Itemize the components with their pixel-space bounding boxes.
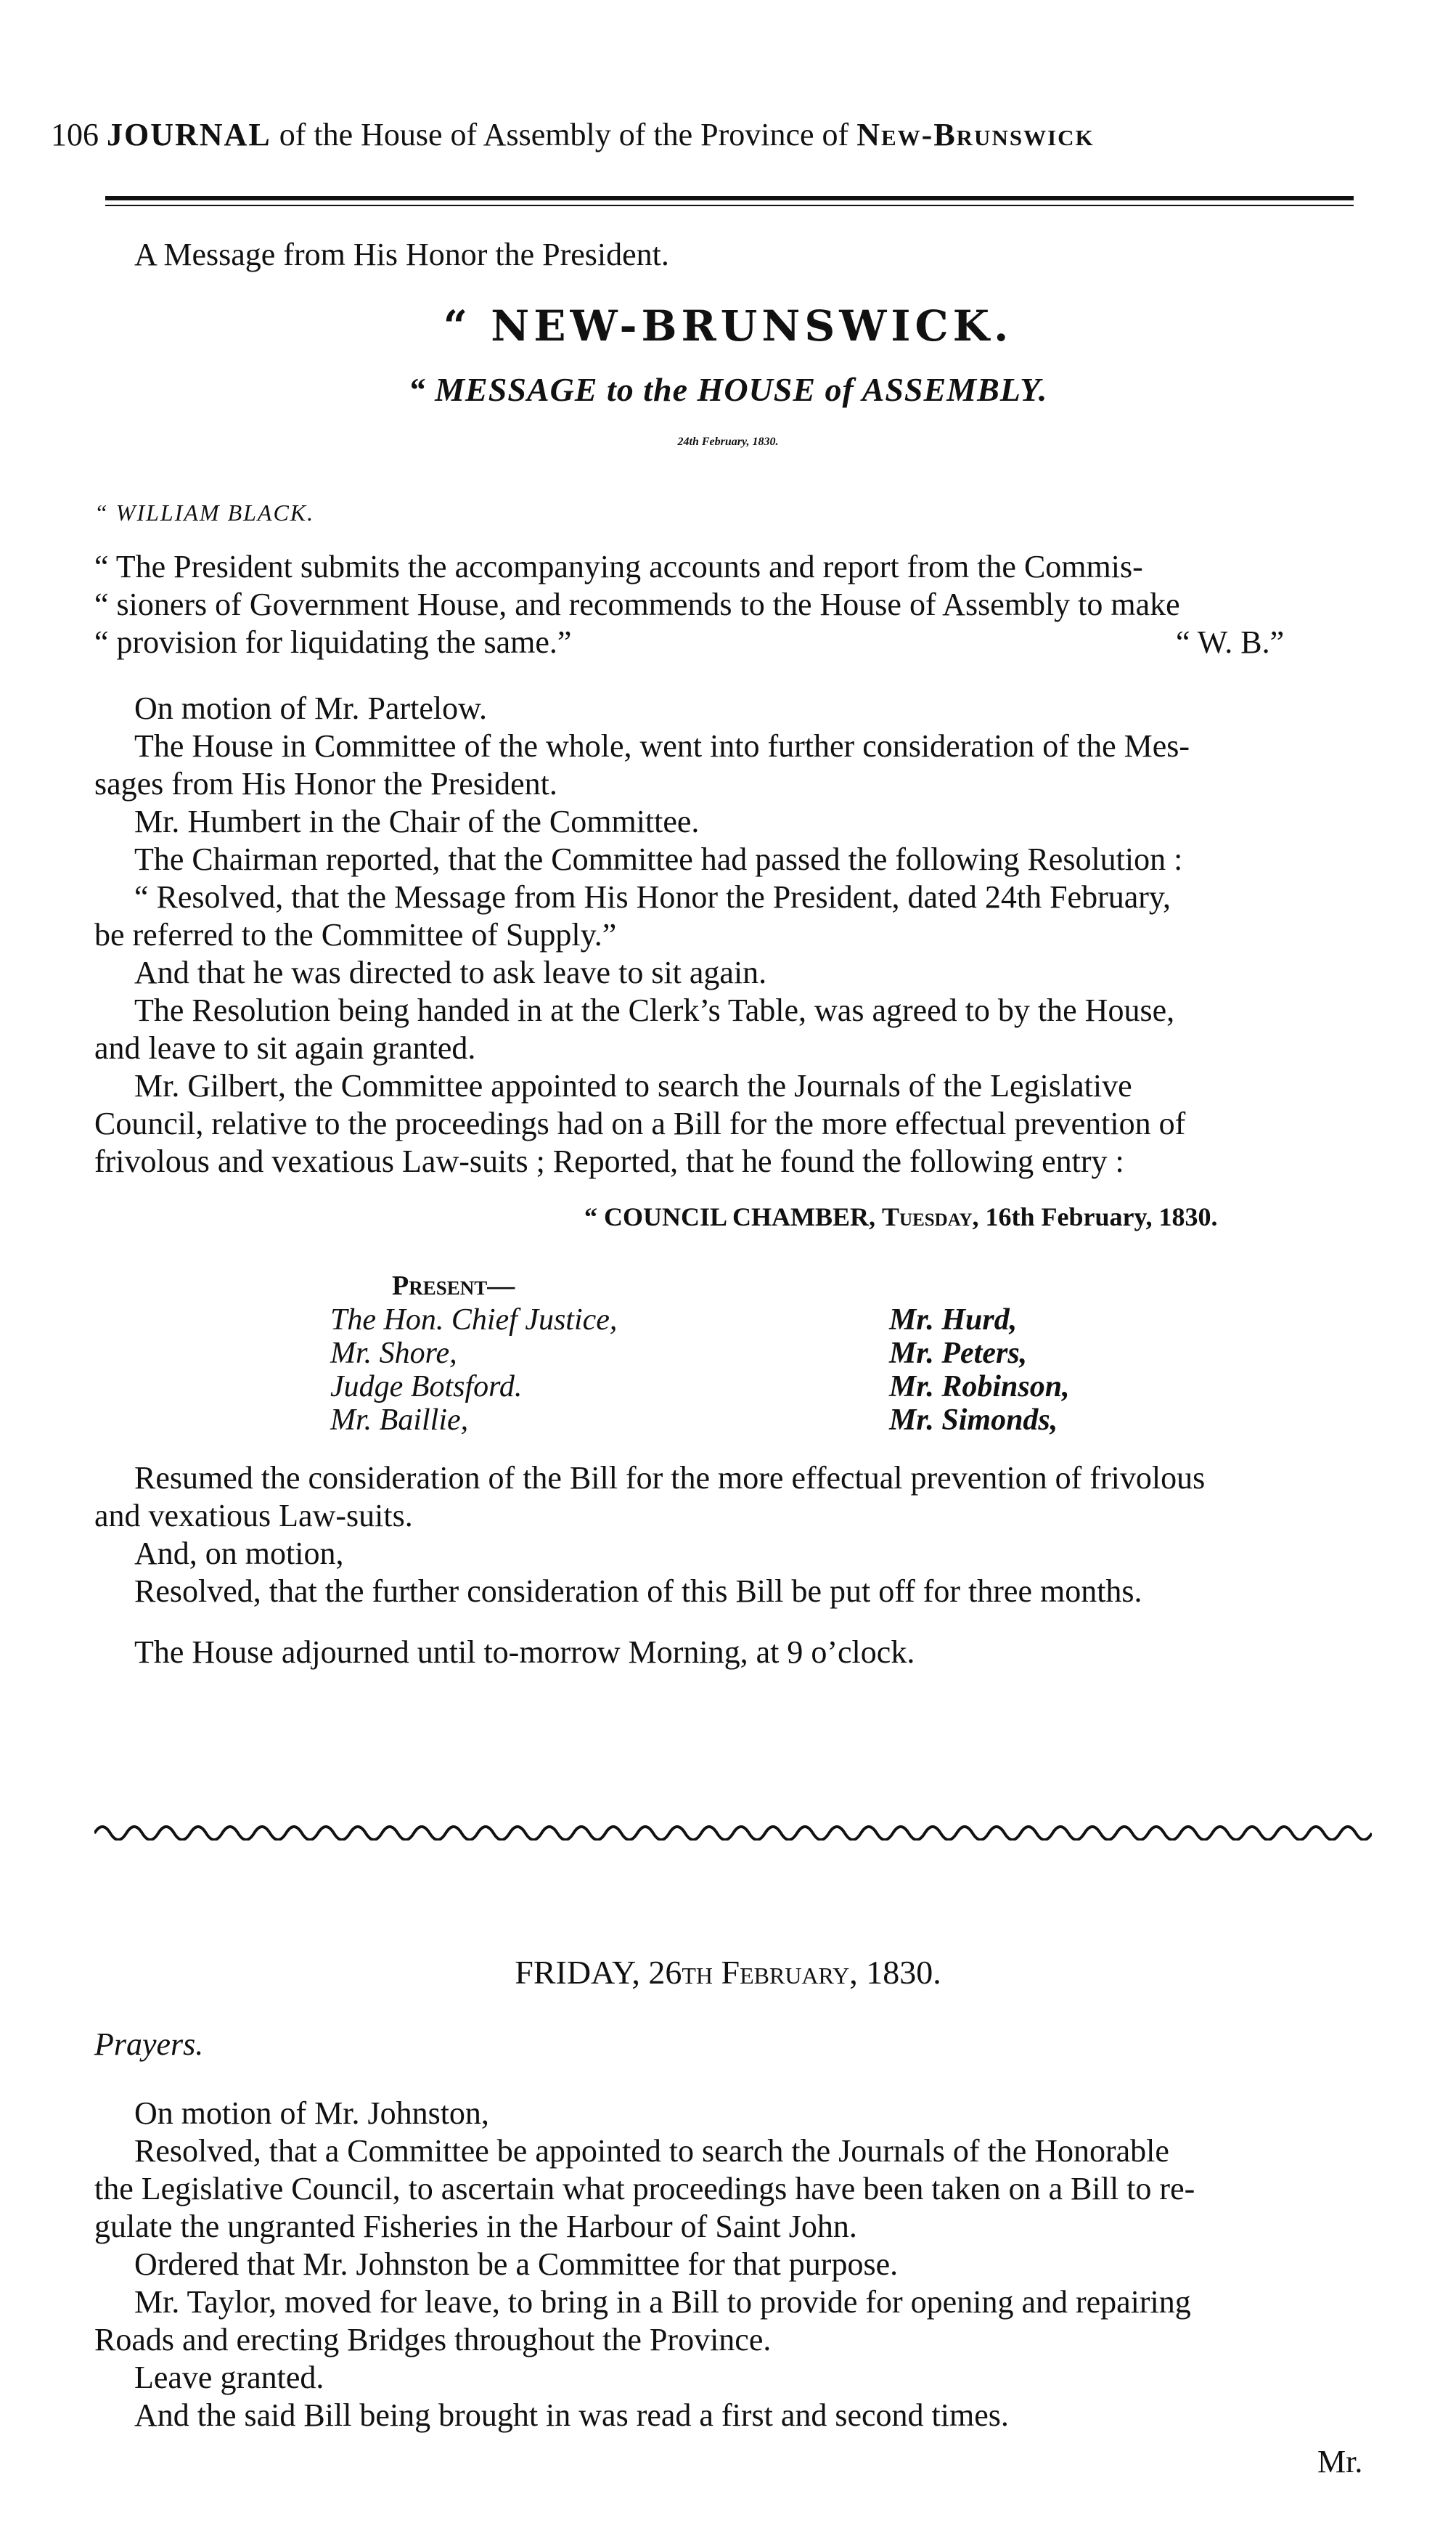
header-title-bold: JOURNAL: [107, 117, 271, 152]
friday-line: Ordered that Mr. Johnston be a Committee for that purpose.: [134, 2246, 899, 2282]
friday-line: Roads and erecting Bridges throughout the Province.: [94, 2322, 772, 2357]
message-date: 24th February, 1830.: [677, 436, 779, 448]
friday-line: Leave granted.: [134, 2360, 324, 2395]
message-line: “ The President submits the accompanying accounts and report from the Commis-: [94, 549, 1143, 584]
friday-line: On motion of Mr. Johnston,: [134, 2095, 489, 2131]
proceedings-line: Mr. Humbert in the Chair of the Committee.: [134, 804, 700, 839]
friday-line: gulate the ungranted Fisheries in the Harbour of Saint John.: [94, 2209, 857, 2244]
proceedings-line: On motion of Mr. Partelow.: [134, 690, 487, 726]
present-member: Judge Botsford.: [330, 1370, 523, 1403]
present-left-column: [330, 1303, 617, 1437]
proceedings-line: The House in Committee of the whole, went into further consideration of the Mes-: [134, 728, 1190, 764]
resumed-line: Resolved, that the further consideration of this Bill be put off for three months.: [134, 1573, 1142, 1609]
header-province: New-Brunswick: [856, 117, 1095, 152]
proceedings-line: be referred to the Committee of Supply.”: [94, 917, 617, 953]
header-title: of the House of Assembly of the Province of: [279, 117, 849, 152]
present-member: Mr. Hurd,: [889, 1303, 1018, 1337]
proceedings-line: Mr. Gilbert, the Committee appointed to search the Journals of the Legislative: [134, 1068, 1132, 1104]
resumed-line: Resumed the consideration of the Bill for the more effectual prevention of frivolous: [134, 1460, 1206, 1496]
friday-heading: [0, 1953, 1456, 1992]
council-date: 16th February, 1830.: [985, 1202, 1218, 1231]
friday-line: Mr. Taylor, moved for leave, to bring in a Bill to provide for opening and repairing: [134, 2284, 1191, 2320]
proceedings-line: frivolous and vexatious Law-suits ; Reported, that he found the following entry :: [94, 1144, 1124, 1179]
message-line: “ sioners of Government House, and recommends to the House of Assembly to make: [94, 587, 1180, 622]
present-member: Mr. Simonds,: [889, 1403, 1058, 1437]
present-member: Mr. Robinson,: [889, 1370, 1070, 1403]
message-heading: “ NEW-BRUNSWICK.: [443, 301, 1013, 351]
catchword: Mr.: [1317, 2444, 1363, 2479]
proceedings-line: The Chairman reported, that the Committee had passed the following Resolution :: [134, 841, 1183, 877]
present-member: Mr. Baillie,: [330, 1403, 469, 1437]
page-number: 106: [51, 117, 99, 152]
proceedings-line: The Resolution being handed in at the Clerk’s Table, was agreed to by the House,: [134, 993, 1175, 1028]
council-heading: “ COUNCIL CHAMBER,: [584, 1202, 876, 1231]
message-line: “ provision for liquidating the same.”: [94, 624, 572, 660]
resumed-line: and vexatious Law-suits.: [94, 1498, 413, 1533]
message-signature-name: “ WILLIAM BLACK.: [94, 500, 315, 526]
adjourned-line: The House adjourned until to-morrow Morning, at 9 o’clock.: [134, 1634, 915, 1670]
prayers: Prayers.: [94, 2026, 204, 2062]
message-subheading: “ MESSAGE to the HOUSE of ASSEMBLY.: [408, 371, 1048, 408]
present-right-column: [889, 1303, 1070, 1437]
council-day: Tuesday,: [882, 1202, 979, 1231]
header-rule-thick: [105, 196, 1354, 200]
present-member: The Hon. Chief Justice,: [330, 1303, 618, 1337]
message-initials: “ W. B.”: [1176, 624, 1285, 660]
proceedings-line: “ Resolved, that the Message from His Honor the President, dated 24th February,: [134, 879, 1171, 915]
council-entry-heading: [584, 1198, 1218, 1236]
running-header: [51, 116, 1357, 153]
header-rule-thin: [105, 205, 1354, 206]
proceedings-line: And that he was directed to ask leave to sit again.: [134, 955, 767, 990]
proceedings-line: Council, relative to the proceedings had on a Bill for the more effectual prevention of: [94, 1106, 1186, 1141]
friday-date: 26th February, 1830.: [648, 1954, 941, 1991]
message-intro: A Message from His Honor the President.: [134, 237, 669, 272]
friday-day: FRIDAY,: [515, 1954, 640, 1991]
wavy-separator: [94, 1819, 1372, 1841]
present-member: Mr. Shore,: [330, 1337, 457, 1370]
friday-line: And the said Bill being brought in was read a first and second times.: [134, 2397, 1009, 2433]
friday-line: Resolved, that a Committee be appointed to search the Journals of the Honorable: [134, 2133, 1169, 2169]
present-label: Present—: [392, 1271, 515, 1301]
present-member: Mr. Peters,: [889, 1337, 1028, 1370]
resumed-line: And, on motion,: [134, 1536, 344, 1571]
proceedings-line: sages from His Honor the President.: [94, 766, 557, 802]
proceedings-line: and leave to sit again granted.: [94, 1030, 476, 1066]
friday-line: the Legislative Council, to ascertain what proceedings have been taken on a Bill to re-: [94, 2171, 1195, 2206]
